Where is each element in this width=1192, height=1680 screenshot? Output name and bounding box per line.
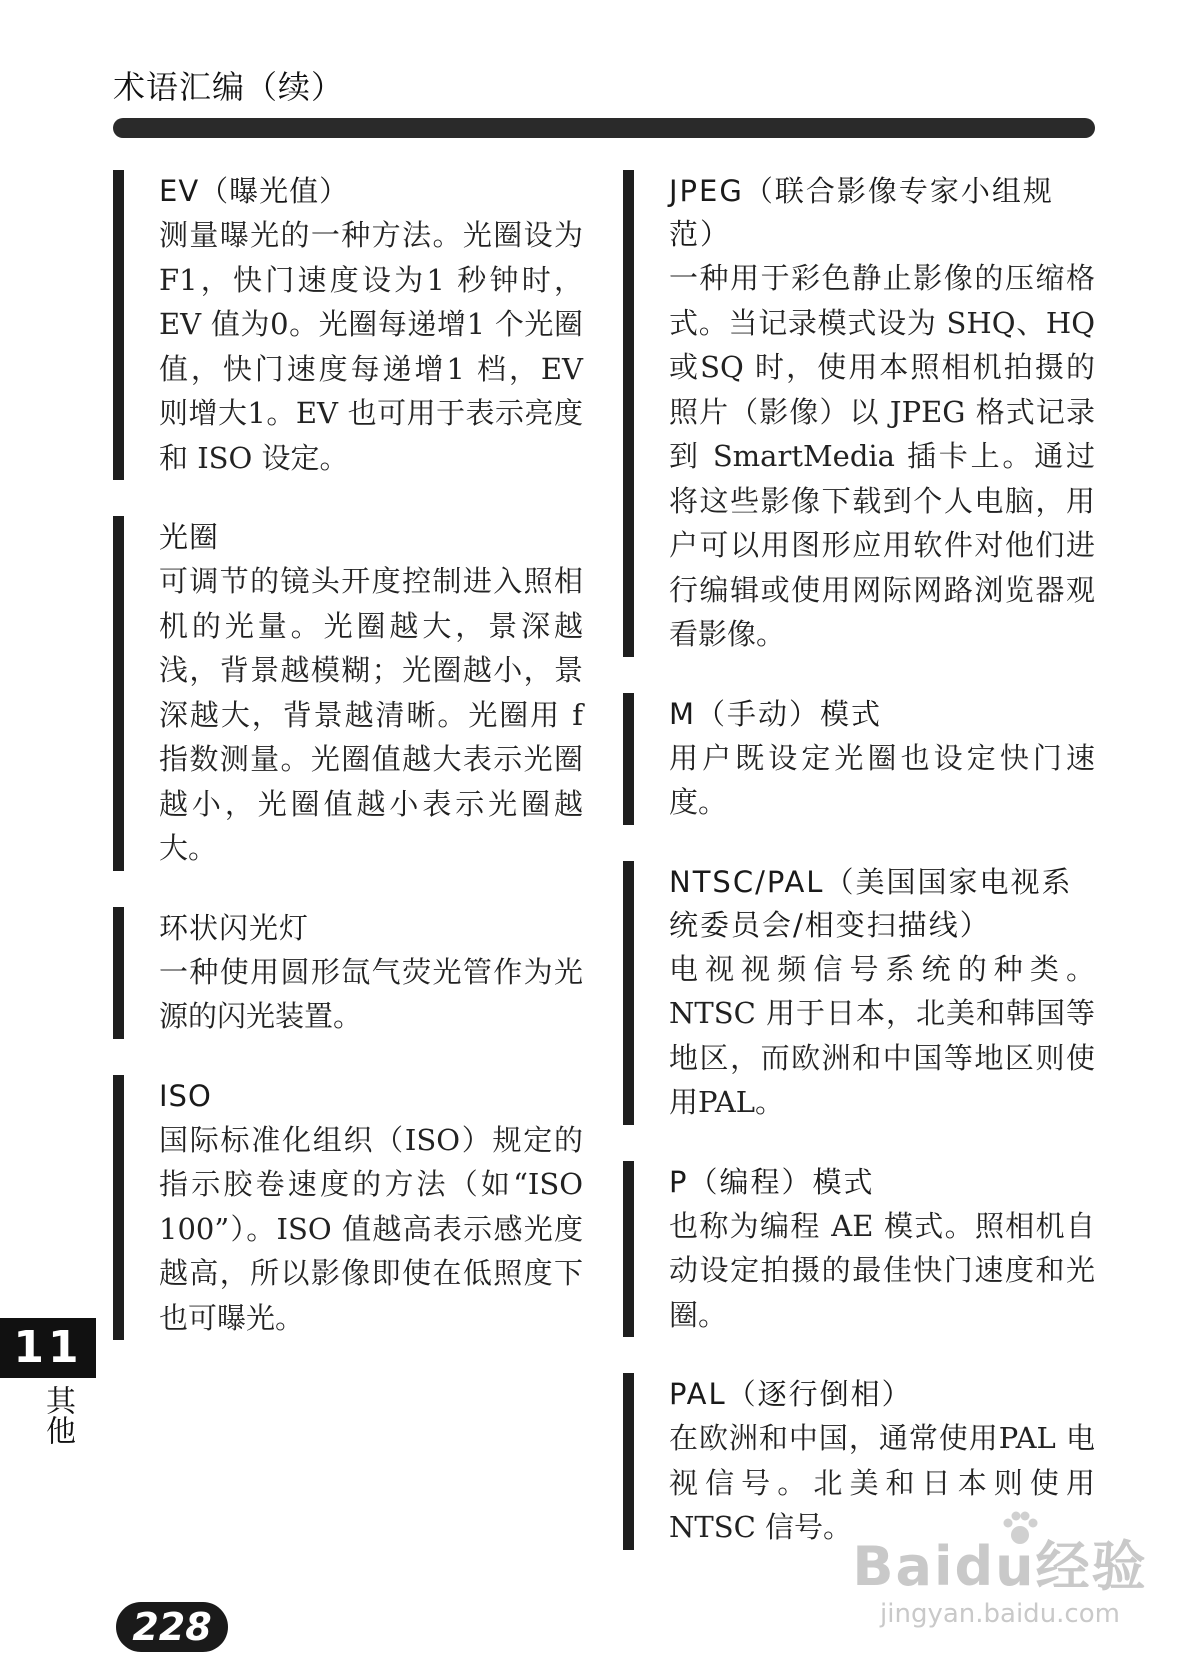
entry-description: 一种使用圆形氙气荧光管作为光源的闪光装置。: [159, 954, 583, 1033]
entry-description: 国际标准化组织（ISO）规定的指示胶卷速度的方法（如“ISO 100”）。ISO 值越高表示感光度越高，所以影像即使在低照度下也可曝光。: [159, 1122, 583, 1335]
watermark: [850, 1535, 1150, 1629]
entry-term: 光圈: [159, 520, 220, 554]
entry-description: 一种用于彩色静止影像的压缩格式。当记录模式设为 SHQ、HQ 或SQ 时，使用本照相机拍摄的照片（影像）以 JPEG 格式记录到 SmartMedia 插卡上。通过将这些影像下载到个人电脑，用户可以用图形应用软件对他们进行编辑或使用网际网路浏览器观看影像。: [669, 261, 1095, 651]
glossary-entry: [623, 1161, 1095, 1338]
entry-term: PAL（逐行倒相）: [669, 1377, 913, 1411]
entry-term: P（编程）模式: [669, 1164, 875, 1199]
glossary-entry: [113, 170, 583, 480]
left-column: [113, 170, 583, 1376]
glossary-entry: [623, 693, 1095, 825]
entry-description: 也称为编程 AE 模式。照相机自动设定拍摄的最佳快门速度和光圈。: [669, 1208, 1095, 1332]
entry-description: 用户既设定光圈也设定快门速度。: [669, 740, 1095, 819]
entry-description: 可调节的镜头开度控制进入照相机的光量。光圈越大，景深越浅，背景越模糊；光圈越小，景深越大，背景越清晰。光圈用 f 指数测量。光圈值越大表示光圈越小，光圈值越小表示光圈越大。: [159, 564, 583, 865]
watermark-url: jingyan.baidu.com: [880, 1599, 1120, 1629]
glossary-entry: [113, 907, 583, 1039]
entry-term: JPEG（联合影像专家小组规范）: [669, 174, 1054, 251]
entry-term: EV（曝光值）: [159, 174, 350, 208]
glossary-entry: [113, 1075, 583, 1341]
entry-description: 电视视频信号系统的种类。NTSC 用于日本，北美和韩国等地区，而欧洲和中国等地区则使用PAL。: [669, 951, 1095, 1119]
entry-term: 环状闪光灯: [159, 910, 310, 945]
entry-term: M（手动）模式: [669, 696, 883, 731]
chapter-number-tab: 11: [0, 1318, 96, 1378]
entry-description: 测量曝光的一种方法。光圈设为F1，快门速度设为1 秒钟时，EV 值为0。光圈每递增1 个光圈值，快门速度每递增1 档，EV 则增大1。EV 也可用于表示亮度和 ISO 设定。: [159, 218, 583, 475]
right-column: [623, 170, 1095, 1586]
chapter-label: 其他: [40, 1385, 75, 1445]
page-title: 术语汇编（续）: [113, 68, 345, 106]
watermark-logo: Baidu经验: [852, 1535, 1148, 1598]
glossary-entry: [623, 861, 1095, 1125]
glossary-entry: [623, 170, 1095, 657]
entry-term: ISO: [159, 1078, 212, 1113]
entry-description: 在欧洲和中国，通常使用PAL 电视信号。北美和日本则使用NTSC 信号。: [669, 1421, 1095, 1544]
entry-term: NTSC/PAL（美国国家电视系统委员会/相变扫描线）: [669, 864, 1073, 942]
header-rule: [113, 118, 1095, 138]
glossary-entry: [113, 516, 583, 871]
page-number: 228: [116, 1602, 228, 1652]
